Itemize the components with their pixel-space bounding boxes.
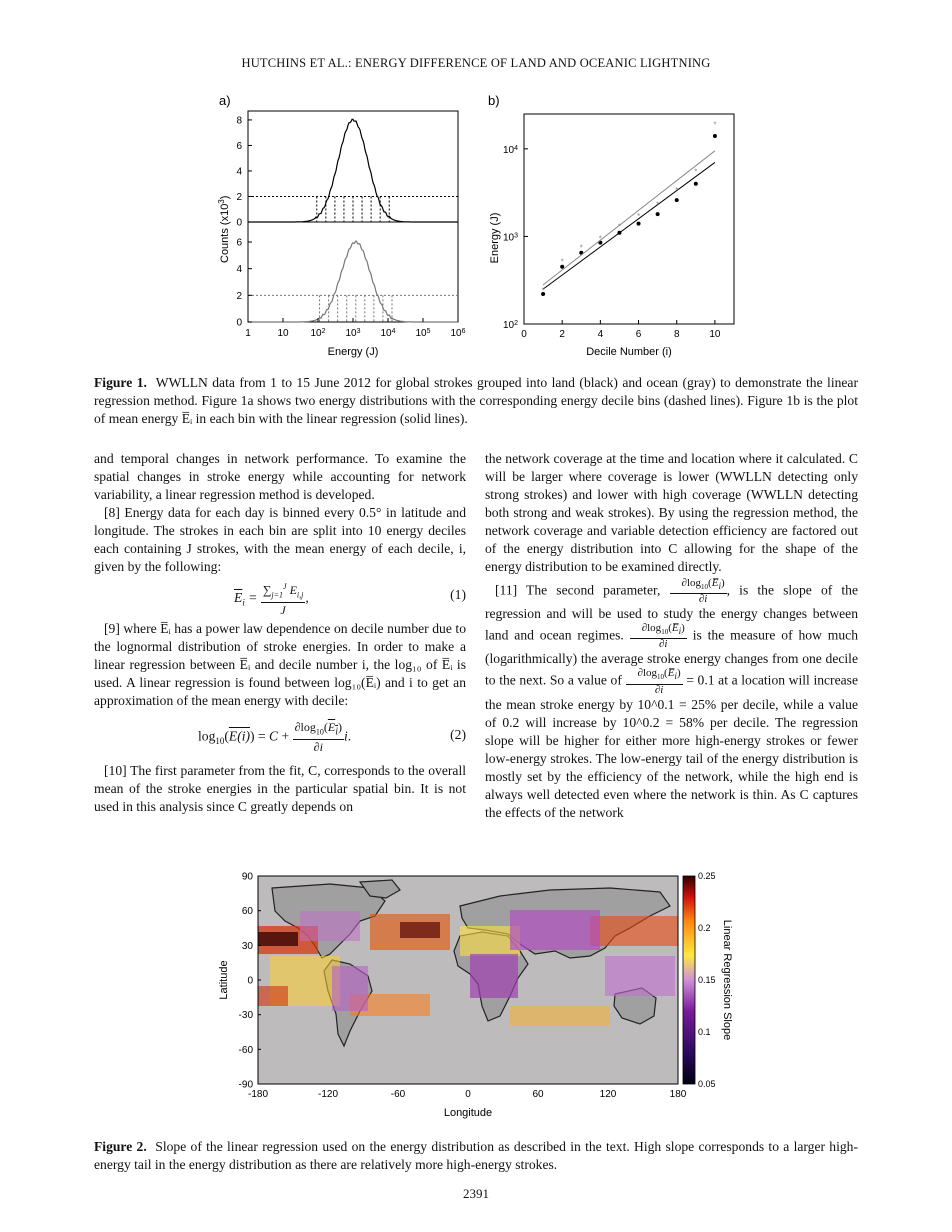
figure-1-caption-label: Figure 1. bbox=[94, 375, 147, 390]
panel-b-fit-land bbox=[543, 162, 715, 289]
right-paragraph-2b: , is the slope of the regression and will be used to study the energy changes between land and ocean regimes. bbox=[485, 582, 859, 643]
equation-1: $\overline{E}_i$ = $\frac{\sum_{j=1}^J E_{i,j}}{J}$ , (1) bbox=[234, 582, 466, 618]
colorbar-tick-label: 0.25 bbox=[698, 871, 716, 881]
colorbar-tick-label: 0.15 bbox=[698, 975, 716, 985]
equation-2-number: (2) bbox=[450, 727, 466, 742]
panel-a-xlabel: Energy (J) bbox=[327, 346, 379, 358]
left-paragraph-3: where E̅ᵢ has a power law dependence on decile number due to the lognormal distribution of stroke energies. In order to make a linear regression between E̅ᵢ and decile number i, the log₁₀ of E̅ᵢ is used. A linear regression is found between log₁₀(E̅ᵢ) and i to get an approximation of the mean energy with decile: bbox=[94, 621, 466, 708]
panel-a-ytick-label: 4 bbox=[236, 264, 242, 276]
equation-2: $\log_{10}(E(i)) = C$ + $\frac{\partial\log_{10}(E_i)}{\partial i}$ i. (2) bbox=[198, 720, 466, 755]
panel-b-point-land bbox=[694, 182, 698, 186]
colorbar-tick-label: 0.2 bbox=[698, 923, 711, 933]
para-9-number: [9] bbox=[104, 621, 120, 636]
panel-b-ytick-label: $10^3$ bbox=[502, 231, 518, 244]
panel-a-ytick-label: 8 bbox=[236, 115, 242, 127]
figure-2-caption bbox=[94, 1138, 858, 1174]
panel-a-ytick-label: 2 bbox=[236, 191, 242, 203]
map-ytick-label: -60 bbox=[238, 1044, 253, 1056]
panel-a-curve-land bbox=[248, 119, 458, 222]
figure-1-caption bbox=[94, 374, 858, 428]
panel-a-curve-ocean bbox=[248, 241, 458, 322]
para-10-number: [10] bbox=[104, 763, 127, 778]
figure-1 bbox=[205, 88, 750, 360]
panel-b-fit-ocean bbox=[543, 151, 715, 285]
map-ytick-label: 60 bbox=[241, 906, 253, 918]
panel-b-xtick-label: 8 bbox=[673, 329, 680, 340]
panel-a-xtick-label: $10^3$ bbox=[345, 327, 361, 339]
map-xtick-label: -60 bbox=[390, 1089, 406, 1100]
panel-b-point-ocean: * bbox=[617, 222, 622, 232]
figure-1-caption-text: WWLLN data from 1 to 15 June 2012 for global strokes grouped into land (black) and ocean (gray) to demonstrate the linear regression method. Figure 1a shows two energy distributions with the corresponding energy decile bins (dashed lines). Figure 1b is the plot of mean energy E̅ᵢ in each bin with the linear regression (solid lines). bbox=[94, 375, 858, 426]
panel-a-xtick-label: 10 bbox=[277, 328, 289, 339]
panel-b-ytick-label: $10^4$ bbox=[502, 144, 518, 156]
equation-1-number: (1) bbox=[450, 587, 466, 602]
panel-b-xtick-label: 0 bbox=[521, 329, 527, 340]
panel-a-ytick-label: 0 bbox=[236, 217, 242, 229]
panel-b-xtick-label: 2 bbox=[559, 329, 565, 340]
panel-b-ytick-label: $10^2$ bbox=[502, 319, 518, 331]
colorbar-tick-label: 0.1 bbox=[698, 1027, 711, 1037]
panel-a-xtick-label: 1 bbox=[245, 328, 251, 339]
panel-b-xtick-label: 10 bbox=[709, 329, 721, 340]
panel-b bbox=[489, 114, 734, 358]
slope-fraction-2: $\frac{\partial\log_{10}(E̅_i)}{\partial i}$ bbox=[630, 623, 687, 650]
left-paragraph-1: and temporal changes in network performance. To examine the spatial changes in stroke energy while accounting for network variability, a linear regression method is developed. bbox=[94, 451, 466, 502]
para-8-number: [8] bbox=[104, 505, 120, 520]
panel-a-ytick-label: 2 bbox=[236, 290, 242, 302]
colorbar bbox=[683, 876, 695, 1084]
panel-b-point-ocean: * bbox=[560, 257, 564, 267]
panel-a-ytick-label: 6 bbox=[236, 140, 242, 152]
panel-b-xlabel: Decile Number (i) bbox=[586, 346, 672, 358]
map-ylabel: Latitude bbox=[218, 960, 230, 1000]
map-xlabel: Longitude bbox=[443, 1107, 493, 1119]
panel-a-xtick-label: $10^4$ bbox=[380, 327, 396, 339]
map-ytick-label: 30 bbox=[241, 940, 253, 952]
map-xtick-label: -180 bbox=[247, 1089, 269, 1100]
map-xtick-label: 0 bbox=[465, 1089, 471, 1100]
colorbar-tick-label: 0.05 bbox=[698, 1079, 716, 1089]
running-header: HUTCHINS ET AL.: ENERGY DIFFERENCE OF LAND AND OCEANIC LIGHTNING bbox=[241, 56, 711, 70]
slope-fraction-1: $\frac{\partial\log_{10}(E̅_i)}{\partial i}$ bbox=[670, 578, 727, 605]
panel-b-point-ocean: * bbox=[656, 200, 660, 210]
panel-b-point-ocean: * bbox=[694, 167, 698, 177]
para-11-number: [11] bbox=[495, 582, 518, 598]
panel-a-ytick-label: 6 bbox=[236, 237, 242, 249]
panel-b-label: b) bbox=[488, 93, 500, 108]
map-xtick-label: 120 bbox=[599, 1089, 617, 1100]
panel-b-point-ocean: * bbox=[675, 185, 679, 195]
panel-a-xtick-label: $10^5$ bbox=[415, 327, 431, 339]
panel-b-point-ocean: * bbox=[636, 212, 641, 222]
right-paragraph-1: the network coverage at the time and location where it calculated. C will be larger where coverage is lower (WWLLN detecting only strong strokes) and lower with high coverage (WWLLN detecting both strong and weak strokes). By using the regression method, the network coverage and variable detection efficiency are factored out of the energy distribution into C allowing for the shape of the energy distribution to be examined directly. bbox=[485, 451, 858, 574]
left-column bbox=[94, 450, 466, 816]
panel-b-point-ocean: * bbox=[713, 120, 717, 130]
map-ytick-label: -90 bbox=[238, 1079, 253, 1091]
map-xtick-label: 60 bbox=[532, 1089, 544, 1100]
map-ytick-label: 90 bbox=[241, 871, 253, 883]
panel-b-point-ocean: * bbox=[579, 243, 583, 253]
panel-b-xtick-label: 6 bbox=[635, 329, 642, 340]
panel-b-point-land bbox=[656, 212, 660, 216]
panel-a-xtick-label: $10^6$ bbox=[450, 327, 466, 339]
map-xtick-label: 180 bbox=[669, 1089, 687, 1100]
map-ytick-label: -30 bbox=[238, 1010, 253, 1022]
panel-a-ylabel: Counts $(x10^3)$ bbox=[216, 195, 231, 263]
right-paragraph-2c: is the measure of how much (logarithmically) the average stroke energy changes from one decile to the next. So a value of bbox=[485, 627, 858, 689]
panel-b-point-land bbox=[637, 222, 641, 226]
figure-2 bbox=[210, 866, 750, 1124]
map-xtick-label: -120 bbox=[317, 1089, 339, 1100]
figure-2-caption-label: Figure 2. bbox=[94, 1139, 147, 1154]
panel-b-ylabel: Energy (J) bbox=[489, 212, 501, 264]
panel-a-ytick-label: 4 bbox=[236, 166, 242, 178]
panel-b-xtick-label: 4 bbox=[597, 329, 604, 340]
right-paragraph-2d: = 0.1 at a location will increase the mean stroke energy by 10^0.1 = 25% per decile, while a value of 0.2 will increase by 10^0.2 = 58% per decile. The regression slope will be higher for either more high-energy strokes or fewer low-energy strokes. The low-energy tail of the energy distribution is mostly set by the efficiency of the network, while the high end is always well detected even where the network is thin. As C captures the effects of the network bbox=[485, 673, 858, 820]
panel-b-point-ocean: * bbox=[541, 286, 545, 296]
panel-b-point-ocean: * bbox=[598, 234, 602, 244]
page-number: 2391 bbox=[463, 1186, 489, 1201]
panel-a-ytick-label: 0 bbox=[236, 317, 242, 329]
panel-b-frame bbox=[524, 114, 734, 324]
left-paragraph-2: Energy data for each day is binned every 0.5° in latitude and longitude. The strokes in each bin are split into 10 energy deciles each containing J strokes, with the mean energy of each decile, i, given by the following: bbox=[94, 505, 466, 574]
right-column bbox=[485, 450, 858, 822]
slope-fraction-3: $\frac{\partial\log_{10}(E̅_i)}{\partial i}$ bbox=[626, 668, 683, 695]
figure-2-caption-text: Slope of the linear regression used on the energy distribution as described in the text. High slope corresponds to a larger high-energy tail in the energy distribution as there are relatively more high-energy strokes. bbox=[94, 1139, 859, 1172]
panel-b-point-land bbox=[675, 198, 679, 202]
panel-b-point-land bbox=[713, 134, 717, 138]
right-paragraph-2a: The second parameter, bbox=[526, 582, 661, 598]
panel-a bbox=[217, 111, 466, 358]
panel-a-xtick-label: $10^2$ bbox=[310, 327, 326, 339]
map-ytick-label: 0 bbox=[247, 975, 253, 987]
left-paragraph-4: The first parameter from the fit, C, corresponds to the overall mean of the stroke energies in the particular spatial bin. It is not used in this analysis since C greatly depends on bbox=[94, 763, 466, 814]
colorbar-label: Linear Regression Slope bbox=[721, 919, 733, 1041]
panel-a-label: a) bbox=[219, 93, 231, 108]
